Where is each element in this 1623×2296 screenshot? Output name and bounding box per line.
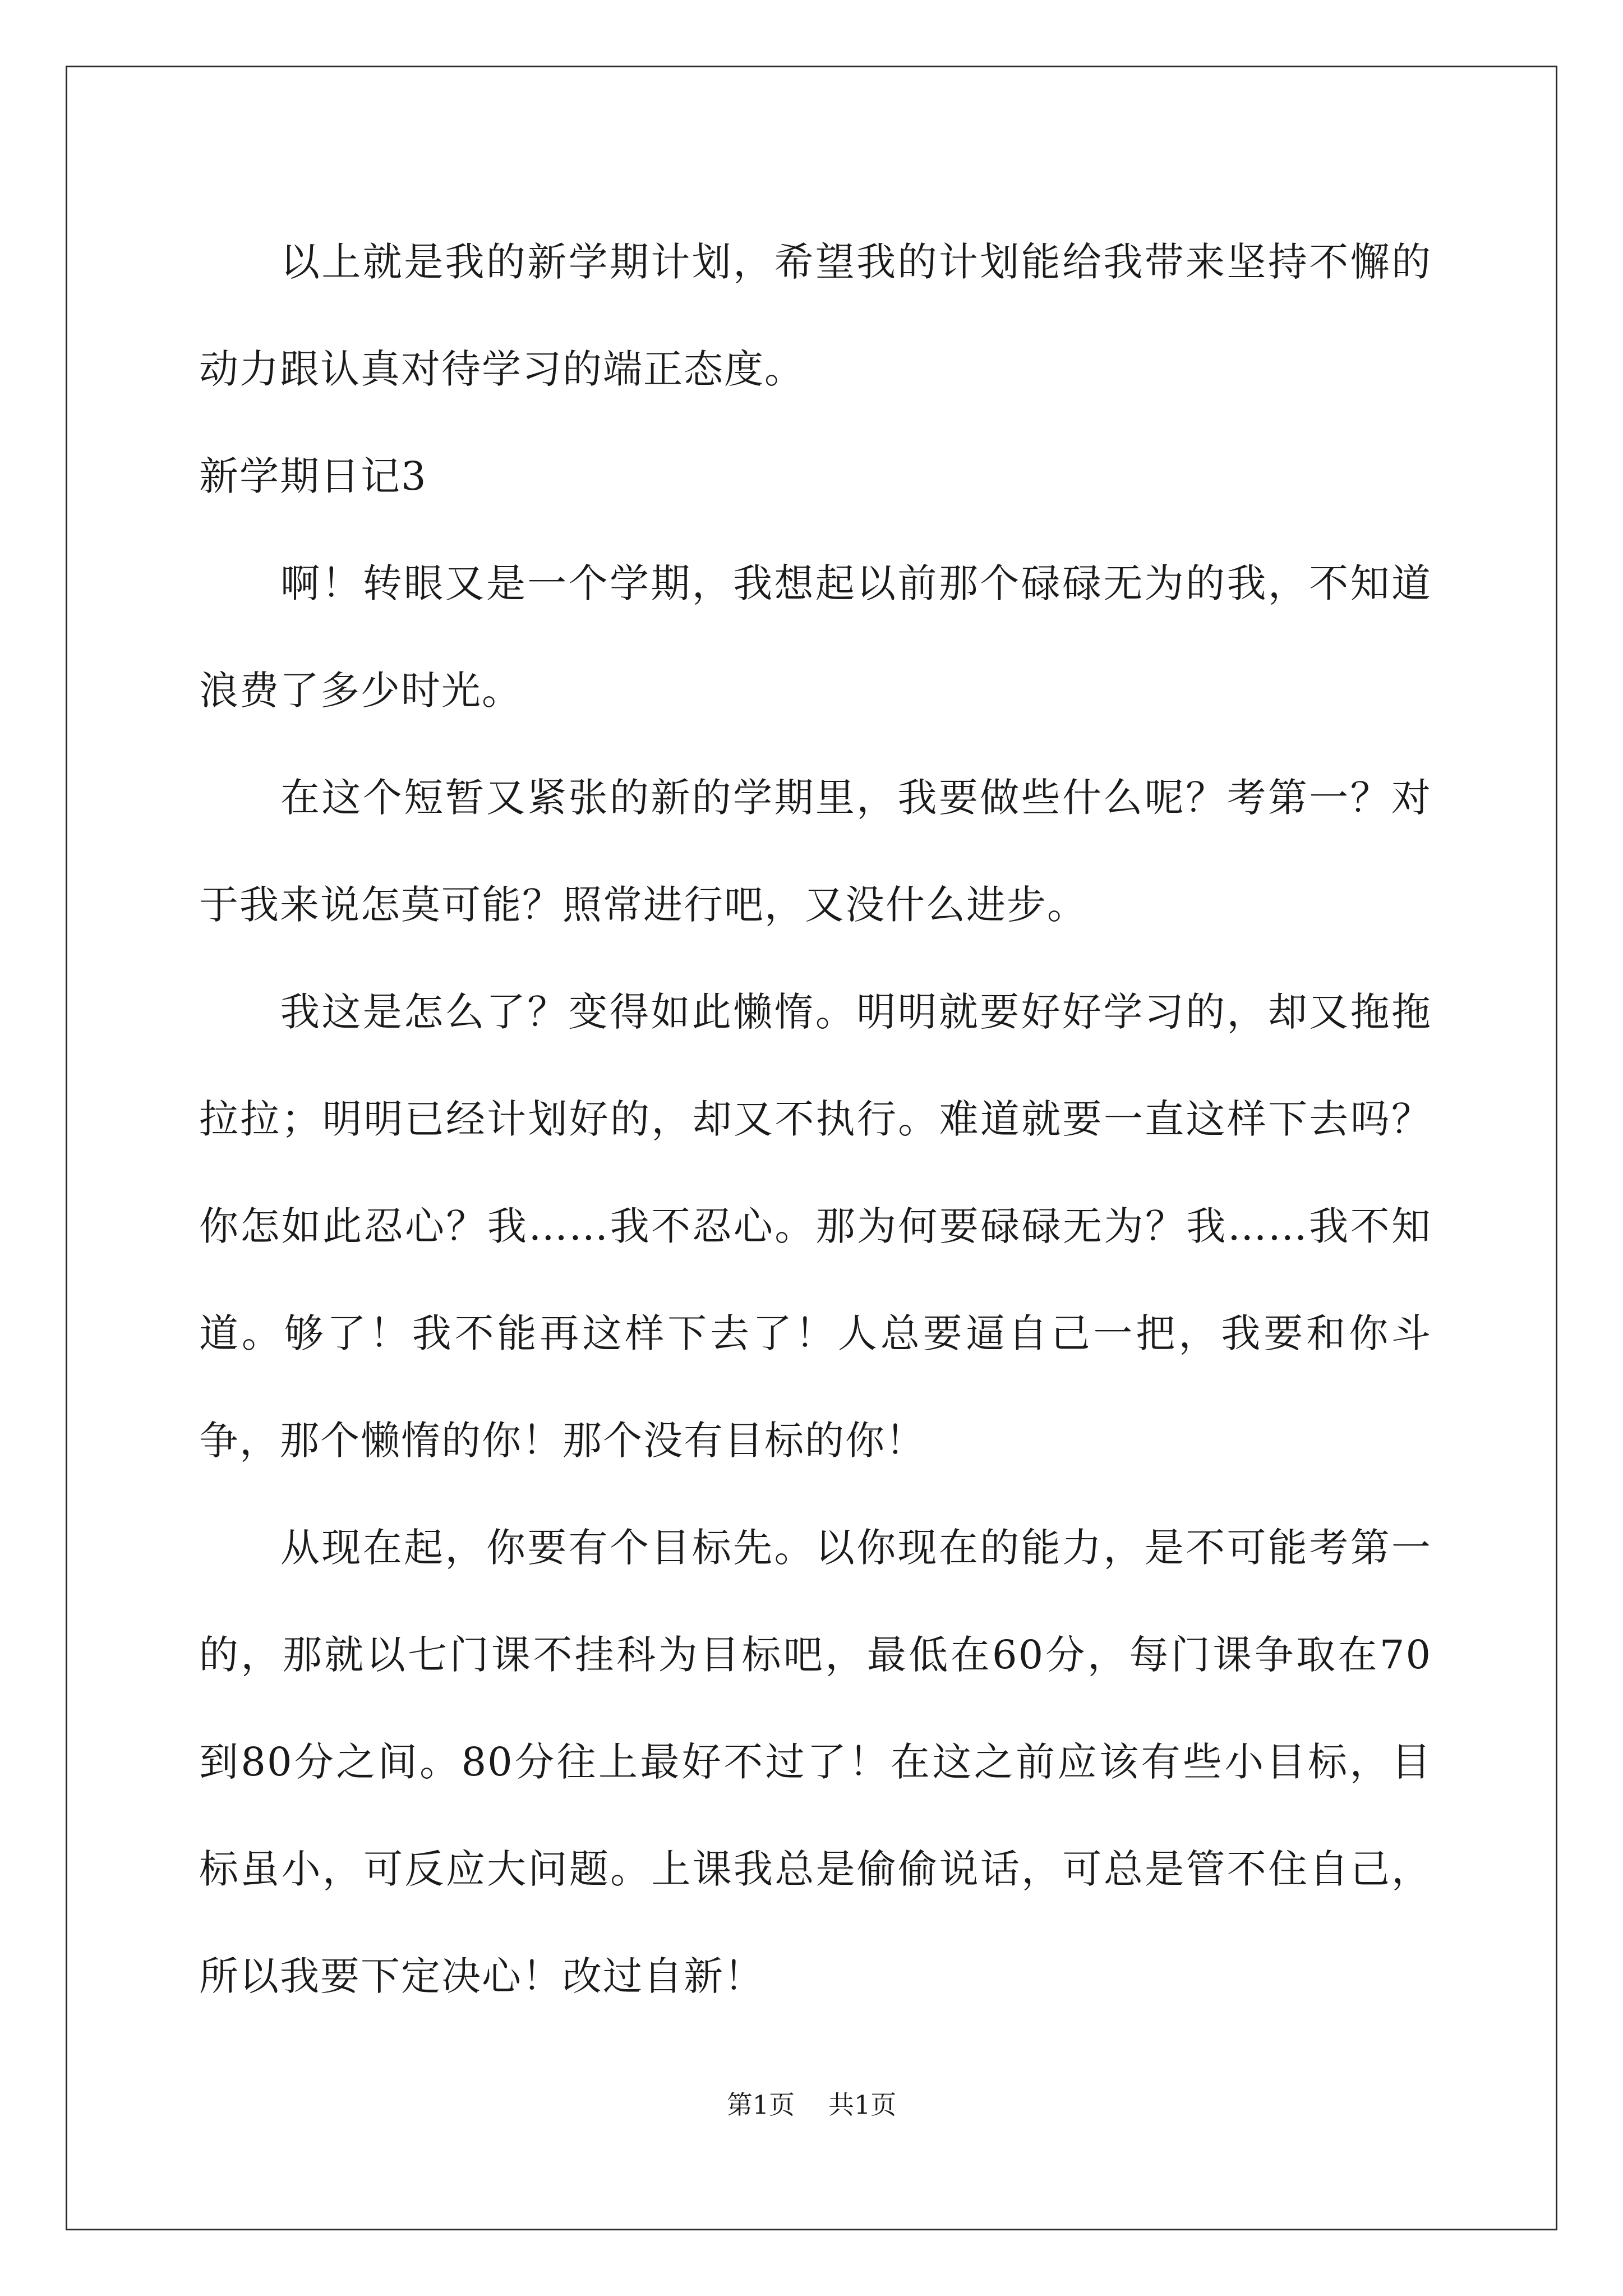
paragraph-new-semester: 啊！转眼又是一个学期，我想起以前那个碌碌无为的我，不知道浪费了多少时光。: [199, 560, 1432, 714]
paragraph-goals: 从现在起，你要有个目标先。以你现在的能力，是不可能考第一的，那就以七门课不挂科为目标吧，最低在60分，每门课争取在70到80分之间。80分往上最好不过了！在这之前应该有些小目标，目标虽小，可反应大问题。上课我总是偷偷说话，可总是管不住自己，所以我要下定决心！改过自新！: [199, 1525, 1432, 1999]
page-total: 共1页: [828, 2090, 897, 2120]
paragraph-what-to-do: 在这个短暂又紧张的新的学期里，我要做些什么呢？考第一？对于我来说怎莫可能？照常进行吧，又没什么进步。: [199, 775, 1432, 928]
page-footer: [0, 2088, 1623, 2122]
paragraph-plan-conclusion: 以上就是我的新学期计划，希望我的计划能给我带来坚持不懈的动力跟认真对待学习的端正态度。: [199, 239, 1432, 392]
page-number: 第1页: [726, 2090, 795, 2120]
section-heading-diary-3: 新学期日记3: [199, 453, 427, 499]
document-body: [199, 209, 1432, 2030]
paragraph-self-reflection: 我这是怎么了？变得如此懒惰。明明就要好好学习的，却又拖拖拉拉；明明已经计划好的，却又不执行。难道就要一直这样下去吗？你怎如此忍心？我……我不忍心。那为何要碌碌无为？我……我不知道。够了！我不能再这样下去了！人总要逼自己一把，我要和你斗争，那个懒惰的你！那个没有目标的你！: [199, 989, 1432, 1464]
